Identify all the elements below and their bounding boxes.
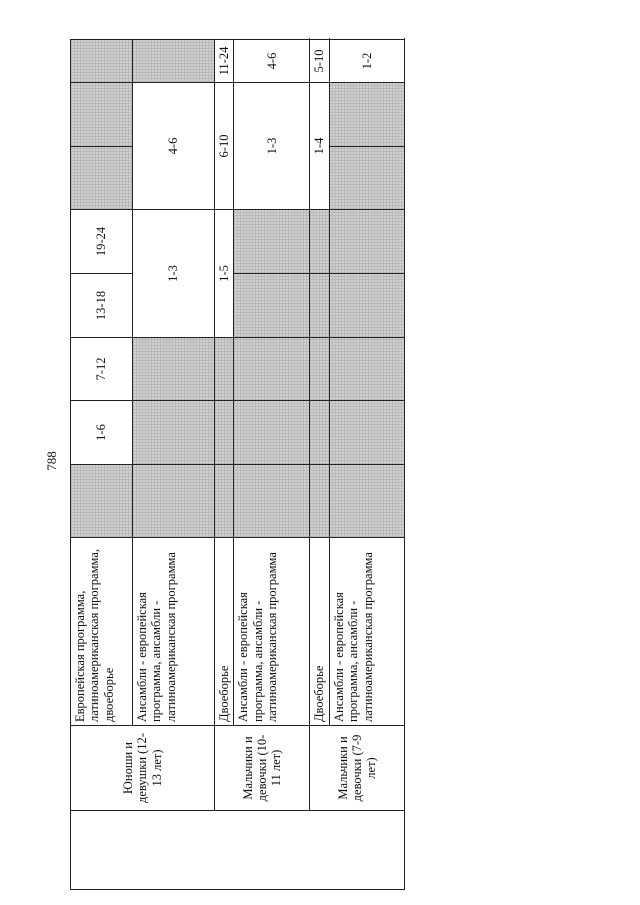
shaded-cell bbox=[310, 401, 329, 465]
shaded-cell bbox=[215, 401, 234, 465]
value-cell: 1-3 bbox=[133, 210, 215, 338]
value-cell: 1-5 bbox=[215, 210, 234, 338]
shaded-cell bbox=[133, 40, 215, 83]
shaded-cell bbox=[71, 40, 133, 83]
program-cell: Ансамбли - европейская программа, ансамбли - латиноамериканская программа bbox=[234, 538, 310, 726]
shaded-cell bbox=[234, 338, 310, 401]
value-cell: 4-6 bbox=[133, 83, 215, 210]
value-cell: 1-6 bbox=[71, 401, 133, 465]
page-number: 788 bbox=[44, 451, 59, 471]
shaded-cell bbox=[71, 465, 133, 538]
shaded-cell bbox=[329, 465, 404, 538]
program-cell: Ансамбли - европейская программа, ансамбли - латиноамериканская программа bbox=[133, 538, 215, 726]
shaded-cell bbox=[329, 274, 404, 338]
value-cell: 6-10 bbox=[215, 83, 234, 210]
program-cell: Двоеборье bbox=[310, 538, 329, 726]
value-cell: 11-24 bbox=[215, 40, 234, 83]
shaded-cell bbox=[215, 338, 234, 401]
shaded-cell bbox=[133, 465, 215, 538]
value-cell: 19-24 bbox=[71, 210, 133, 274]
shaded-cell bbox=[215, 465, 234, 538]
value-cell: 4-6 bbox=[234, 40, 310, 83]
shaded-cell bbox=[234, 401, 310, 465]
table-row bbox=[215, 40, 234, 890]
table-row bbox=[310, 40, 329, 890]
shaded-cell bbox=[329, 401, 404, 465]
competition-table bbox=[70, 39, 405, 890]
shaded-cell bbox=[71, 83, 133, 147]
shaded-cell bbox=[310, 274, 329, 338]
shaded-cell bbox=[310, 465, 329, 538]
shaded-cell bbox=[133, 401, 215, 465]
shaded-cell bbox=[329, 147, 404, 210]
value-cell: 1-4 bbox=[310, 83, 329, 210]
category-cell: Мальчики и девочки (7-9 лет) bbox=[310, 726, 404, 811]
value-cell: 7-12 bbox=[71, 338, 133, 401]
value-cell: 1-2 bbox=[329, 40, 404, 83]
value-cell: 1-3 bbox=[234, 83, 310, 210]
shaded-cell bbox=[329, 338, 404, 401]
value-cell: 5-10 bbox=[310, 40, 329, 83]
rotated-table-container bbox=[70, 40, 401, 890]
category-cell: Мальчики и девочки (10-11 лет) bbox=[215, 726, 310, 811]
program-cell: Двоеборье bbox=[215, 538, 234, 726]
category-cell: Юноши и девушки (12-13 лет) bbox=[71, 726, 215, 811]
shaded-cell bbox=[310, 338, 329, 401]
shaded-cell bbox=[310, 210, 329, 274]
shaded-cell bbox=[234, 274, 310, 338]
value-cell: 13-18 bbox=[71, 274, 133, 338]
shaded-cell bbox=[234, 210, 310, 274]
blank-cell bbox=[71, 811, 405, 890]
shaded-cell bbox=[133, 338, 215, 401]
program-cell: Ансамбли - европейская программа, ансамбли - латиноамериканская программа bbox=[329, 538, 404, 726]
shaded-cell bbox=[71, 147, 133, 210]
program-cell: Европейская программа, латиноамериканская программа, двоеборье bbox=[71, 538, 133, 726]
shaded-cell bbox=[329, 210, 404, 274]
table-row bbox=[71, 40, 133, 890]
shaded-cell bbox=[329, 83, 404, 147]
shaded-cell bbox=[234, 465, 310, 538]
